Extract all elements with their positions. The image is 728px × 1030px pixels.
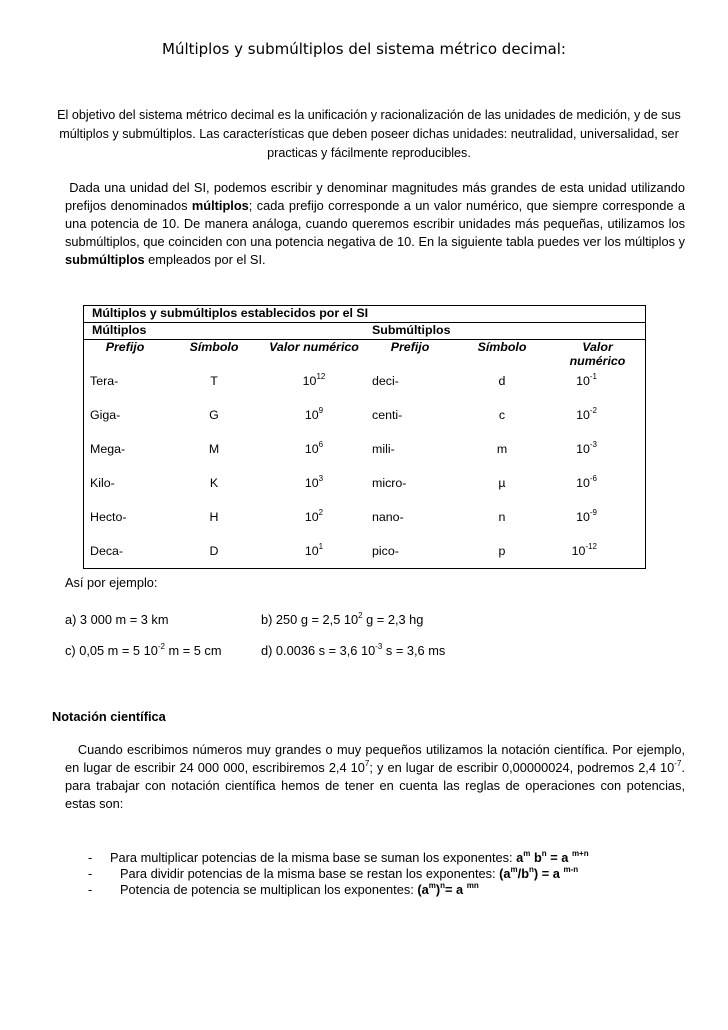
table-row <box>84 442 646 476</box>
symbol-cell: m <box>496 441 508 456</box>
exponent: -12 <box>585 541 597 551</box>
base-ten: 10 <box>304 509 319 524</box>
example-a <box>65 612 169 627</box>
base-ten: 10 <box>304 407 319 422</box>
value-cell <box>550 371 646 408</box>
exponent: -9 <box>589 507 597 517</box>
header-prefijo: Prefijo <box>390 340 430 354</box>
example-text: b) 250 g = 2,5 10 <box>261 612 359 627</box>
exponent: -2 <box>157 642 165 651</box>
value-cell <box>262 541 366 569</box>
table-row <box>84 544 646 569</box>
base-ten: 10 <box>571 543 586 558</box>
rule-text: Para dividir potencias de la misma base se restan los exponentes: <box>120 866 500 881</box>
prefix-cell: Mega- <box>84 442 167 476</box>
value-cell <box>550 439 646 476</box>
rule-text: Para multiplicar potencias de la misma base se suman los exponentes: <box>110 850 517 865</box>
symbol-cell: K <box>209 475 219 490</box>
base-ten: 10 <box>576 373 590 388</box>
exponent: 9 <box>318 405 324 415</box>
prefix-cell: pico- <box>366 544 454 569</box>
example-b <box>261 612 423 627</box>
value-cell <box>262 405 366 442</box>
example-text: g = 2,3 hg <box>362 612 424 627</box>
formula: $(a^m/b^n) = a$ $^{m-n}$ <box>499 865 579 881</box>
symbol-cell: n <box>498 509 506 524</box>
table-row <box>84 510 646 544</box>
base-ten: 10 <box>304 543 319 558</box>
paragraph-text: ; cada prefijo corresponde a un valor numérico, que siempre corresponde a una potencia de 10. De manera análoga, cuando queremos escribir unidades más pequeñas, utilizamos los submúltiplos, que coinciden con una potencia negativa de 10. En la siguiente tabla puedes ver los múltiplos y <box>65 198 685 249</box>
exponent: -2 <box>589 405 597 415</box>
symbol-cell: c <box>498 407 506 422</box>
base-ten: 10 <box>576 407 590 422</box>
paragraph-text: Cuando escribimos números muy grandes o muy pequeños utilizamos la notación científica. Por ejemplo, en lugar de escribir 24 000 000, escribiremos 2,4 10 <box>65 742 685 775</box>
value-cell <box>550 405 646 442</box>
si-prefixes-paragraph <box>65 179 685 269</box>
symbol-cell: p <box>454 544 550 569</box>
prefix-cell: micro- <box>372 475 407 490</box>
exponent: 2 <box>318 507 324 517</box>
base-ten: 10 <box>576 475 590 490</box>
list-item <box>88 881 599 898</box>
prefix-cell: Kilo- <box>84 476 167 510</box>
formula: $a^m$ $b^n = a$ $^{m+n}$ <box>516 849 589 865</box>
prefix-cell: nano- <box>372 509 404 524</box>
value-cell <box>262 507 366 544</box>
bullet-dash: - <box>88 882 93 897</box>
table-caption: Múltiplos y submúltiplos establecidos por el SI <box>84 306 646 323</box>
bold-submultiplos: submúltiplos <box>65 252 145 267</box>
example-text: s = 3,6 ms <box>382 643 446 658</box>
base-ten: 10 <box>304 441 319 456</box>
prefix-cell: Giga- <box>84 408 167 442</box>
paragraph-text: Dada una unidad del SI, podemos escribir y denominar magnitudes más grandes de esta unidad utilizando prefijos denominados <box>65 180 685 213</box>
exponent: -7 <box>674 759 682 768</box>
rule-text: Potencia de potencia se multiplican los exponentes: <box>120 882 418 897</box>
symbol-cell: M <box>208 441 220 456</box>
list-item <box>88 850 589 866</box>
symbol-cell: H <box>209 509 219 524</box>
header-valor: Valor numérico <box>269 340 359 354</box>
intro-paragraph: El objetivo del sistema métrico decimal es la unificación y racionalización de las unidades de medición, y de sus múltiplos y submúltiplos. Las características que deben poseer dichas unidades: neutralidad, universalidad, ser practicas y fácilmente reproducibles. <box>57 108 681 160</box>
base-ten: 10 <box>304 475 319 490</box>
examples-heading: Así por ejemplo: <box>65 575 158 590</box>
exponent: -6 <box>589 473 597 483</box>
symbol-cell: µ <box>498 475 506 490</box>
prefix-cell: Deca- <box>84 544 167 569</box>
group-submultiplos: Submúltiplos <box>366 323 646 340</box>
exponent: 12 <box>316 371 326 381</box>
prefix-cell: mili- <box>372 441 395 456</box>
table-group-row <box>84 323 646 340</box>
paragraph-text: empleados por el SI. <box>144 252 266 267</box>
value-cell <box>262 473 366 510</box>
value-cell <box>550 541 646 569</box>
header-prefijo: Prefijo <box>84 340 167 374</box>
table-caption-row <box>84 306 646 323</box>
prefix-cell: centi- <box>372 407 403 422</box>
example-d <box>261 643 445 658</box>
example-c <box>65 643 221 658</box>
table-header-row <box>84 340 646 374</box>
symbol-cell: T <box>210 373 218 388</box>
paragraph-text: . para trabajar con notación científica hemos de tener en cuenta las reglas de operaciones con potencias, estas son: <box>65 760 685 811</box>
exponent: 3 <box>318 473 324 483</box>
header-valor: Valor numérico <box>550 340 646 374</box>
table-row <box>84 374 646 408</box>
group-multiplos: Múltiplos <box>84 323 367 340</box>
bullet-dash: - <box>88 866 93 881</box>
notation-paragraph <box>65 741 685 813</box>
value-cell <box>262 371 366 408</box>
example-text: d) 0.0036 s = 3,6 10 <box>261 643 376 658</box>
exponent: -1 <box>589 371 597 381</box>
header-simbolo: Símbolo <box>477 340 527 354</box>
header-simbolo: Símbolo <box>189 340 239 354</box>
exponent: -3 <box>589 439 597 449</box>
base-ten: 10 <box>302 373 317 388</box>
example-text: m = 5 cm <box>164 643 222 658</box>
list-item <box>88 865 599 882</box>
prefix-cell: Hecto- <box>84 510 167 544</box>
example-text: a) 3 000 m = 3 km <box>65 612 169 627</box>
section-heading-notacion: Notación científica <box>52 709 166 724</box>
power-rules-list <box>88 850 589 898</box>
exponent: 2 <box>358 611 363 620</box>
page-title: Múltiplos y submúltiplos del sistema métrico decimal: <box>162 40 566 58</box>
table-row <box>84 408 646 442</box>
value-cell <box>262 439 366 476</box>
bold-multiplos: múltiplos <box>191 198 249 213</box>
table-row <box>84 476 646 510</box>
base-ten: 10 <box>576 509 590 524</box>
prefix-cell: Tera- <box>84 374 167 408</box>
value-cell <box>550 507 646 544</box>
symbol-cell: d <box>498 373 506 388</box>
exponent: 7 <box>364 759 370 768</box>
prefix-cell: deci- <box>372 373 399 388</box>
bullet-dash: - <box>88 850 93 865</box>
symbol-cell: D <box>166 544 262 569</box>
exponent: -3 <box>375 642 383 651</box>
exponent: 6 <box>318 439 324 449</box>
exponent: 1 <box>318 541 324 551</box>
example-text: c) 0,05 m = 5 10 <box>65 643 158 658</box>
paragraph-text: ; y en lugar de escribir 0,00000024, podremos 2,4 10 <box>369 760 675 775</box>
base-ten: 10 <box>576 441 590 456</box>
formula: $(a^m)^n= a$ $^{mn}$ <box>417 881 479 897</box>
symbol-cell: G <box>209 407 219 422</box>
value-cell <box>550 473 646 510</box>
si-prefix-table <box>83 305 646 569</box>
